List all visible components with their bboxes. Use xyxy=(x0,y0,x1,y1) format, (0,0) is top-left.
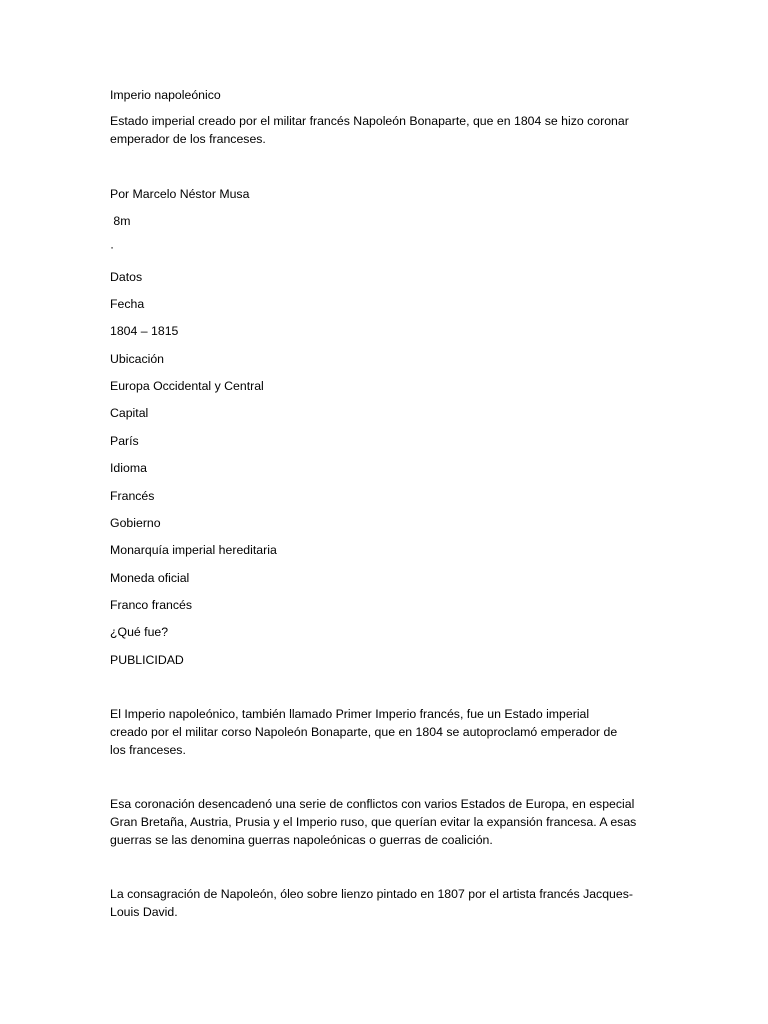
fact-value-idioma: Francés xyxy=(110,489,155,503)
paragraph-intro: El Imperio napoleónico, también llamado Primer Imperio francés, fue un Estado imperial creado por el militar corso Napoleón Bonaparte, que en 1804 se autoproclamó emperador de los franceses. xyxy=(110,707,618,757)
fact-label-gobierno: Gobierno xyxy=(110,516,161,530)
fact-label-ubicacion: Ubicación xyxy=(110,352,164,366)
separator-dot: · xyxy=(110,240,115,254)
fact-value-fecha: 1804 – 1815 xyxy=(110,324,179,338)
fact-label-idioma: Idioma xyxy=(110,461,147,475)
fact-label-moneda: Moneda oficial xyxy=(110,571,190,585)
fact-label-fecha: Fecha xyxy=(110,297,145,311)
fact-value-capital: París xyxy=(110,434,139,448)
fact-value-moneda: Franco francés xyxy=(110,598,193,612)
author-byline: Por Marcelo Néstor Musa xyxy=(110,187,250,201)
section-heading: ¿Qué fue? xyxy=(110,625,169,639)
document-subtitle: Estado imperial creado por el militar francés Napoleón Bonaparte, que en 1804 se hizo coronar emperador de los franceses. xyxy=(110,114,629,146)
fact-label-capital: Capital xyxy=(110,406,149,420)
read-time: 8m xyxy=(110,214,131,228)
paragraph-painting-caption: La consagración de Napoleón, óleo sobre lienzo pintado en 1807 por el artista francés Jacques-Louis David. xyxy=(110,887,633,919)
paragraph-conflicts: Esa coronación desencadenó una serie de conflictos con varios Estados de Europa, en especial Gran Bretaña, Austria, Prusia y el Imperio ruso, que querían evitar la expansión francesa. A esas guerras se las denomina guerras napoleónicas o guerras de coalición. xyxy=(110,797,637,847)
fact-value-ubicacion: Europa Occidental y Central xyxy=(110,379,264,393)
fact-value-gobierno: Monarquía imperial hereditaria xyxy=(110,543,277,557)
data-heading: Datos xyxy=(110,270,143,284)
ad-label: PUBLICIDAD xyxy=(110,653,184,667)
document-title: Imperio napoleónico xyxy=(110,88,221,102)
